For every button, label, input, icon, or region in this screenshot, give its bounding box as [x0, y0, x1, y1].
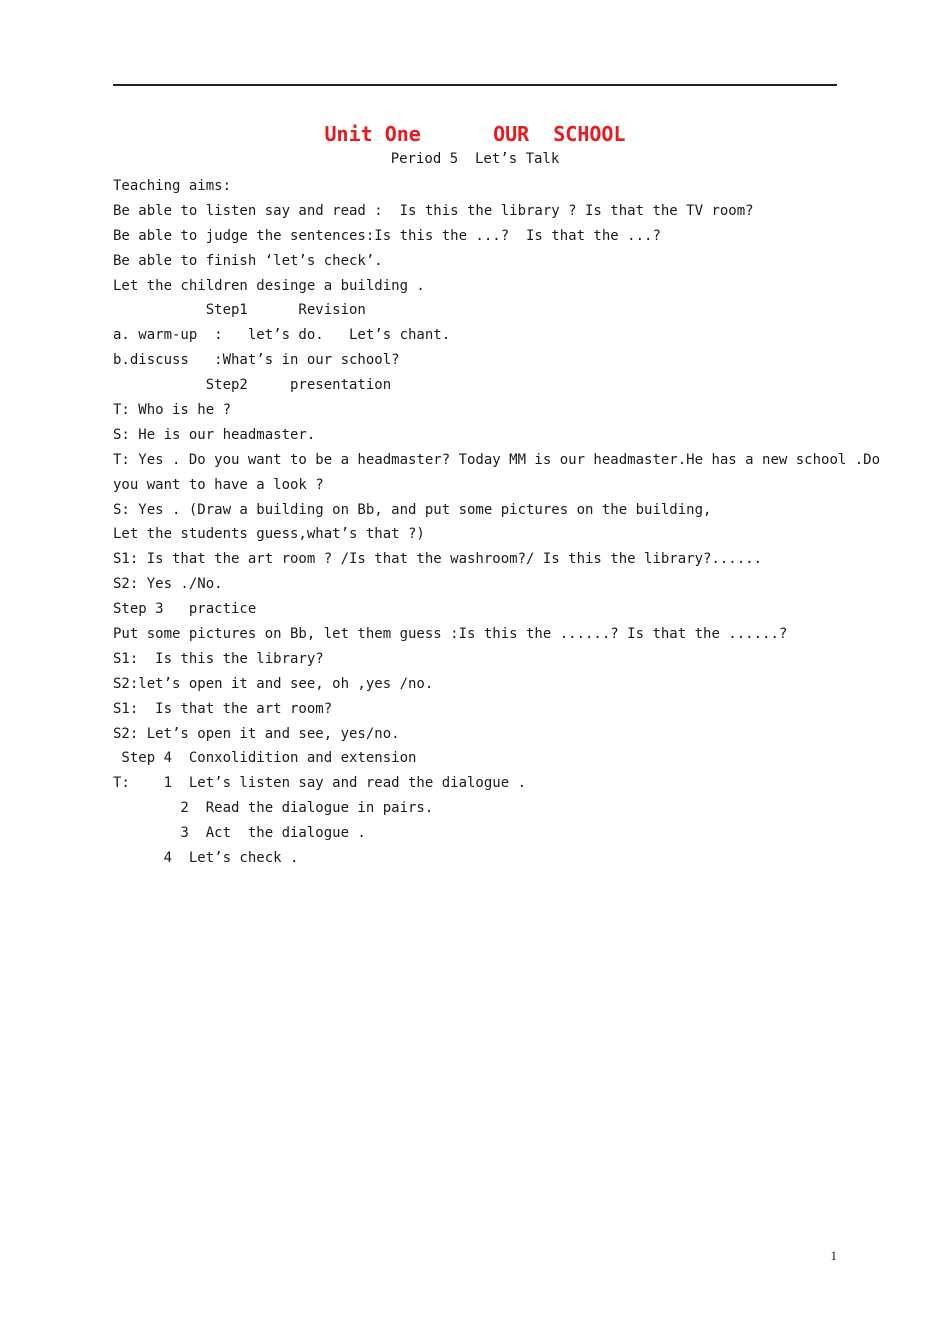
text-line: 2 Read the dialogue in pairs. — [113, 800, 434, 817]
header-rule — [113, 84, 837, 86]
text-line: Step2 presentation — [113, 377, 392, 394]
lesson-plan-body — [113, 174, 883, 871]
text-line: 3 Act the dialogue . — [113, 825, 366, 842]
text-line: 4 Let’s check . — [113, 850, 299, 867]
text-line: S1: Is this the library? — [113, 650, 324, 667]
text-line: S1: Is that the art room? — [113, 700, 333, 717]
text-line: S: Yes . (Draw a building on Bb, and put some pictures on the building, — [113, 501, 712, 518]
document-title — [0, 120, 950, 148]
text-line: T: Yes . Do you want to be a headmaster? Today MM is our headmaster.He has a new school .Do — [113, 451, 881, 468]
text-line: Let the children desinge a building . — [113, 277, 425, 294]
text-line: you want to have a look ? — [113, 476, 324, 493]
title-topic: OUR SCHOOL — [493, 122, 626, 146]
document-subtitle: Period 5 Let’s Talk — [390, 151, 560, 167]
title-unit: Unit One — [324, 122, 421, 146]
text-line: a. warm-up : let’s do. Let’s chant. — [113, 327, 451, 344]
text-line: Teaching aims: — [113, 178, 232, 194]
text-line: Be able to judge the sentences:Is this the ...? Is that the ...? — [113, 227, 661, 244]
text-line: b.discuss :What’s in our school? — [113, 352, 400, 369]
text-line: Step 3 practice — [113, 601, 257, 618]
text-line: Be able to finish ‘let’s check’. — [113, 252, 383, 269]
page-number: 1 — [830, 1248, 837, 1263]
text-line: S: He is our headmaster. — [113, 426, 316, 443]
text-line: T: Who is he ? — [113, 402, 232, 419]
text-line: Step1 Revision — [113, 302, 366, 319]
text-line: T: 1 Let’s listen say and read the dialogue . — [113, 775, 527, 792]
text-line: Put some pictures on Bb, let them guess :Is this the ......? Is that the ......? — [113, 626, 788, 643]
text-line: S1: Is that the art room ? /Is that the washroom?/ Is this the library?...... — [113, 551, 763, 568]
text-line: S2: Let’s open it and see, yes/no. — [113, 725, 400, 742]
text-line: Be able to listen say and read : Is this the library ? Is that the TV room? — [113, 202, 754, 219]
text-line: Let the students guess,what’s that ?) — [113, 526, 425, 543]
text-line: Step 4 Conxolidition and extension — [113, 750, 417, 767]
text-line: S2: Yes ./No. — [113, 576, 223, 593]
text-line: S2:let’s open it and see, oh ,yes /no. — [113, 675, 434, 692]
title-spacer — [421, 122, 493, 146]
